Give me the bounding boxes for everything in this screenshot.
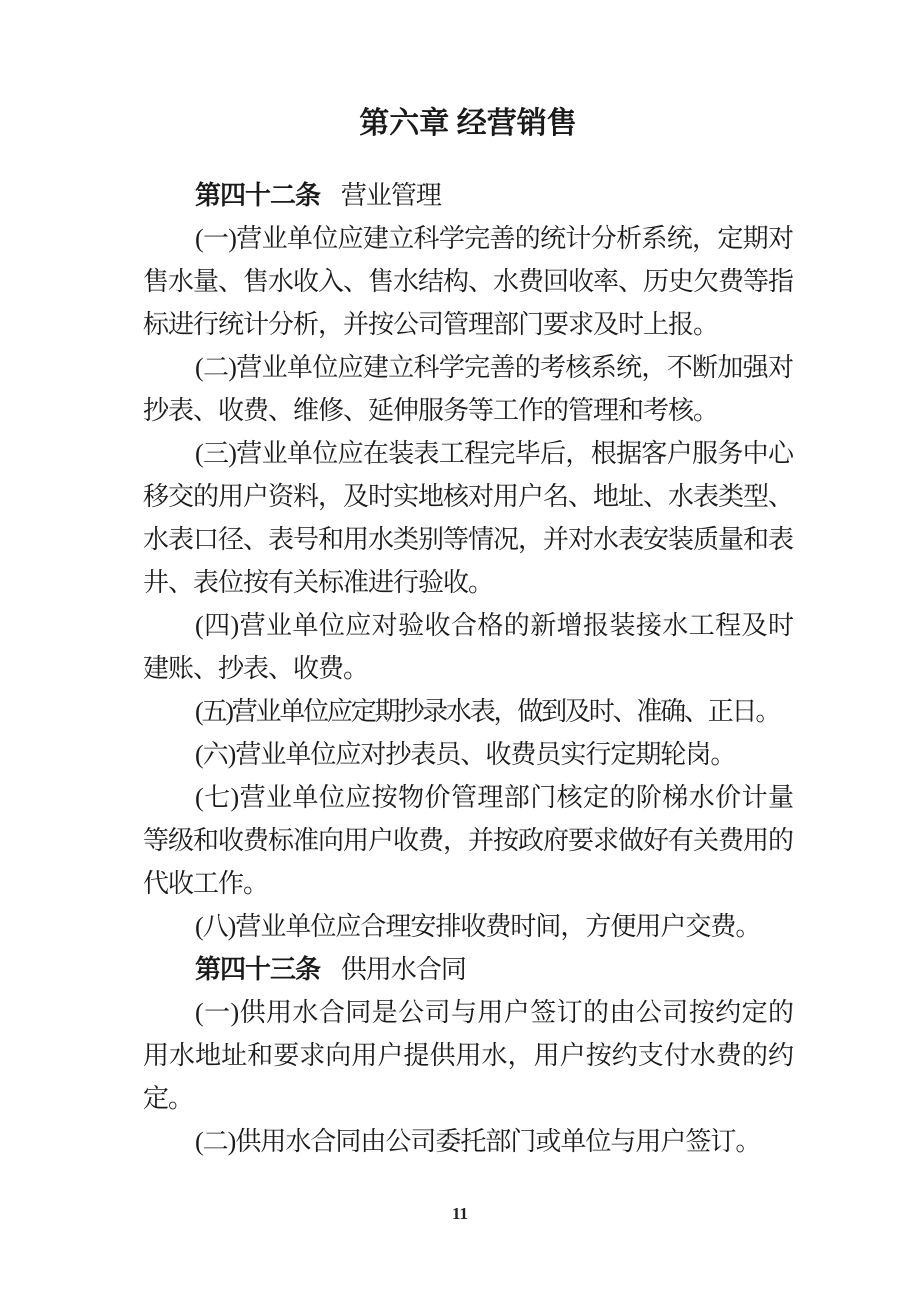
page-number: 11 [451,1204,469,1223]
text-line: 用水地址和要求向用户提供用水，用户按约支付水费的约 [143,1041,793,1070]
text-line: (二)供用水合同由公司委托部门或单位与用户签订。 [195,1127,761,1156]
text-line: 抄表、收费、维修、延伸服务等工作的管理和考核。 [143,396,719,425]
text-line: 标进行统计分析，并按公司管理部门要求及时上报。 [143,310,719,339]
section-heading-43 [143,948,793,991]
text-line: 等级和收费标准向用户收费，并按政府要求做好有关费用的 [143,826,794,855]
page-content [143,100,793,1163]
section-title: 供用水合同 [340,955,466,984]
text-line: 建账、抄表、收费。 [143,654,369,683]
text-line: (五)营业单位应定期抄录水表，做到及时、准确、正日。 [195,697,780,726]
section-number: 第四十三条 [195,955,321,984]
text-line: (八)营业单位应合理安排收费时间，方便用户交费。 [195,912,761,941]
text-line: 售水量、售水收入、售水结构、水费回收率、历史欠费等指 [143,267,794,296]
text-line: (七)营业单位应按物价管理部门核定的阶梯水价计量 [195,783,793,812]
text-line: 井、表位按有关标准进行验收。 [143,568,494,597]
section-heading-42 [143,174,793,217]
text-line: (一)供用水合同是公司与用户签订的由公司按约定的 [195,998,793,1027]
text-line: 代收工作。 [143,869,269,898]
text-line: (二)营业单位应建立科学完善的考核系统，不断加强对 [195,353,793,382]
text-line: 移交的用户资料，及时实地核对用户名、地址、水表类型、 [143,482,794,511]
text-line: (三)营业单位应在装表工程完毕后，根据客户服务中心 [195,439,793,468]
text-line: (一)营业单位应建立科学完善的统计分析系统，定期对 [195,224,793,253]
text-line: (六)营业单位应对抄表员、收费员实行定期轮岗。 [195,740,736,769]
text-line: 水表口径、表号和用水类别等情况，并对水表安装质量和表 [143,525,794,554]
section-number: 第四十二条 [195,181,321,210]
chapter-title: 第六章 经营销售 [359,107,577,140]
section-title: 营业管理 [340,181,441,210]
text-line: (四)营业单位应对验收合格的新增报装接水工程及时 [195,611,793,640]
text-line: 定。 [143,1084,194,1113]
